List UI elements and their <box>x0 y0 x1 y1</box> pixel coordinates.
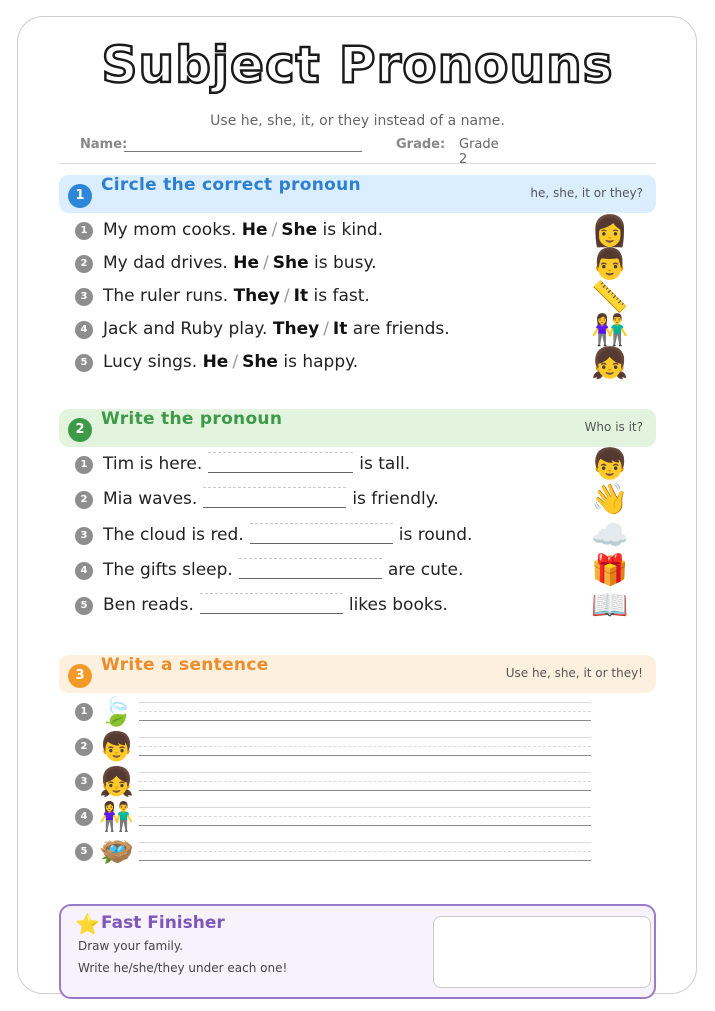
question-number: 5 <box>75 597 93 615</box>
question-number: 1 <box>75 222 93 240</box>
book-icon: 📖 <box>591 588 629 623</box>
fast-finisher-instruction-2: Write he/she/they under each one! <box>78 961 288 975</box>
answer-blank[interactable] <box>250 525 393 544</box>
question-text <box>103 525 472 545</box>
question-text <box>103 286 370 306</box>
writing-line-top <box>139 772 591 773</box>
section-3-number: 3 <box>68 664 92 688</box>
writing-line-mid <box>139 816 591 817</box>
girl-icon: 👧 <box>591 346 629 381</box>
fast-finisher-title: Fast Finisher <box>101 913 225 933</box>
pronoun-option[interactable]: It <box>293 286 309 306</box>
section-1-hint: he, she, it or they? <box>530 186 643 200</box>
sentence-end: is kind. <box>322 220 384 240</box>
writing-line-top <box>139 807 591 808</box>
grade-value: Grade 2 <box>459 137 499 167</box>
sentence-start: The gifts sleep. <box>103 560 233 580</box>
sentence-start: My dad drives. <box>103 253 228 273</box>
section-3-hint: Use he, she, it or they! <box>505 666 643 680</box>
woman-icon: 👩 <box>591 214 629 249</box>
grade-label: Grade: <box>396 137 446 152</box>
question-text <box>103 595 448 615</box>
pronoun-option[interactable]: She <box>281 220 318 240</box>
question-number: 5 <box>75 354 93 372</box>
page-subtitle: Use he, she, it, or they instead of a name. <box>210 113 505 129</box>
question-number: 2 <box>75 738 93 756</box>
sentence-end: are cute. <box>387 560 464 580</box>
sentence-end: likes books. <box>348 595 448 615</box>
writing-line[interactable] <box>139 825 591 826</box>
sentence-start: Ben reads. <box>103 595 194 615</box>
question-number: 3 <box>75 527 93 545</box>
writing-line[interactable] <box>139 720 591 721</box>
pronoun-option[interactable]: She <box>242 352 278 372</box>
star-icon: ⭐ <box>75 912 100 936</box>
sentence-row <box>75 730 595 764</box>
sentence-row <box>75 765 595 799</box>
name-field[interactable] <box>124 151 362 152</box>
sentence-end: is fast. <box>313 286 370 306</box>
sentence-start: The ruler runs. <box>103 286 229 306</box>
sentence-end: is friendly. <box>352 489 439 509</box>
section-2-hint: Who is it? <box>584 420 643 434</box>
writing-line-top <box>139 702 591 703</box>
page-title: Subject Pronouns <box>101 36 614 94</box>
pronoun-option[interactable]: He <box>202 352 229 372</box>
sentence-row <box>75 835 595 869</box>
writing-line-mid <box>139 711 591 712</box>
leaf-icon: 🍃 <box>99 695 134 728</box>
writing-line-mid <box>139 851 591 852</box>
sentence-end: is tall. <box>359 454 411 474</box>
writing-line[interactable] <box>139 790 591 791</box>
drawing-area[interactable] <box>433 916 651 988</box>
question-number: 4 <box>75 321 93 339</box>
boy-icon: 👦 <box>591 447 629 482</box>
writing-line-mid <box>139 746 591 747</box>
boy-icon: 👦 <box>99 730 134 763</box>
sentence-start: Lucy sings. <box>103 352 198 372</box>
sentence-end: is busy. <box>314 253 377 273</box>
option-separator: / <box>232 352 239 372</box>
section-1-number: 1 <box>68 184 92 208</box>
question-text <box>103 319 450 339</box>
sentence-start: Tim is here. <box>103 454 203 474</box>
gift-icon: 🎁 <box>591 553 629 588</box>
question-text <box>103 454 410 474</box>
pronoun-option[interactable]: It <box>332 319 348 339</box>
answer-blank[interactable] <box>208 454 353 473</box>
section-1-banner <box>59 175 656 213</box>
sentence-end: is happy. <box>283 352 359 372</box>
sentence-row <box>75 800 595 834</box>
sentence-start: Jack and Ruby play. <box>103 319 268 339</box>
boy-and-girl-icon: 👫 <box>591 313 629 348</box>
writing-line[interactable] <box>139 860 591 861</box>
option-separator: / <box>283 286 290 306</box>
question-number: 4 <box>75 808 93 826</box>
sentence-start: Mia waves. <box>103 489 198 509</box>
question-text <box>103 352 358 372</box>
option-separator: / <box>263 253 269 273</box>
question-text <box>103 253 376 273</box>
question-number: 2 <box>75 255 93 273</box>
cloud-icon: ☁️ <box>591 518 629 553</box>
sentence-end: is round. <box>398 525 473 545</box>
boy-and-girl-icon: 👫 <box>99 800 134 833</box>
pronoun-option[interactable]: They <box>272 319 320 339</box>
writing-line-mid <box>139 781 591 782</box>
name-label: Name: <box>80 137 128 152</box>
sentence-row <box>75 695 595 729</box>
writing-line[interactable] <box>139 755 591 756</box>
pronoun-option[interactable]: He <box>233 253 259 273</box>
section-3-title: Write a sentence <box>101 655 269 675</box>
fast-finisher-box <box>59 904 656 999</box>
question-text <box>103 220 383 240</box>
header-divider <box>59 163 656 164</box>
writing-line-top <box>139 737 591 738</box>
answer-blank[interactable] <box>239 560 382 579</box>
sentence-end: are friends. <box>352 319 450 339</box>
fast-finisher-instruction-1: Draw your family. <box>78 939 184 953</box>
question-number: 2 <box>75 491 93 509</box>
option-separator: / <box>271 220 278 240</box>
section-1-title: Circle the correct pronoun <box>101 175 361 195</box>
answer-blank[interactable] <box>200 595 343 614</box>
nest-icon: 🪺 <box>99 835 134 868</box>
option-separator: / <box>323 319 329 339</box>
section-2-banner <box>59 409 656 447</box>
pronoun-option[interactable]: She <box>272 253 309 273</box>
pronoun-option[interactable]: He <box>241 220 268 240</box>
pronoun-option[interactable]: They <box>233 286 280 306</box>
answer-blank[interactable] <box>203 489 346 508</box>
writing-line-top <box>139 842 591 843</box>
question-number: 3 <box>75 773 93 791</box>
waving-hand-icon: 👋 <box>591 482 629 517</box>
girl-icon: 👧 <box>99 765 134 798</box>
sentence-start: My mom cooks. <box>103 220 237 240</box>
question-number: 3 <box>75 288 93 306</box>
sentence-start: The cloud is red. <box>103 525 244 545</box>
question-text <box>103 560 463 580</box>
question-number: 1 <box>75 456 93 474</box>
question-text <box>103 489 439 509</box>
section-3-banner <box>59 655 656 693</box>
ruler-icon: 📏 <box>591 280 629 315</box>
question-number: 4 <box>75 562 93 580</box>
question-number: 5 <box>75 843 93 861</box>
question-number: 1 <box>75 703 93 721</box>
section-2-title: Write the pronoun <box>101 409 283 429</box>
section-2-number: 2 <box>68 418 92 442</box>
man-icon: 👨 <box>591 247 629 282</box>
